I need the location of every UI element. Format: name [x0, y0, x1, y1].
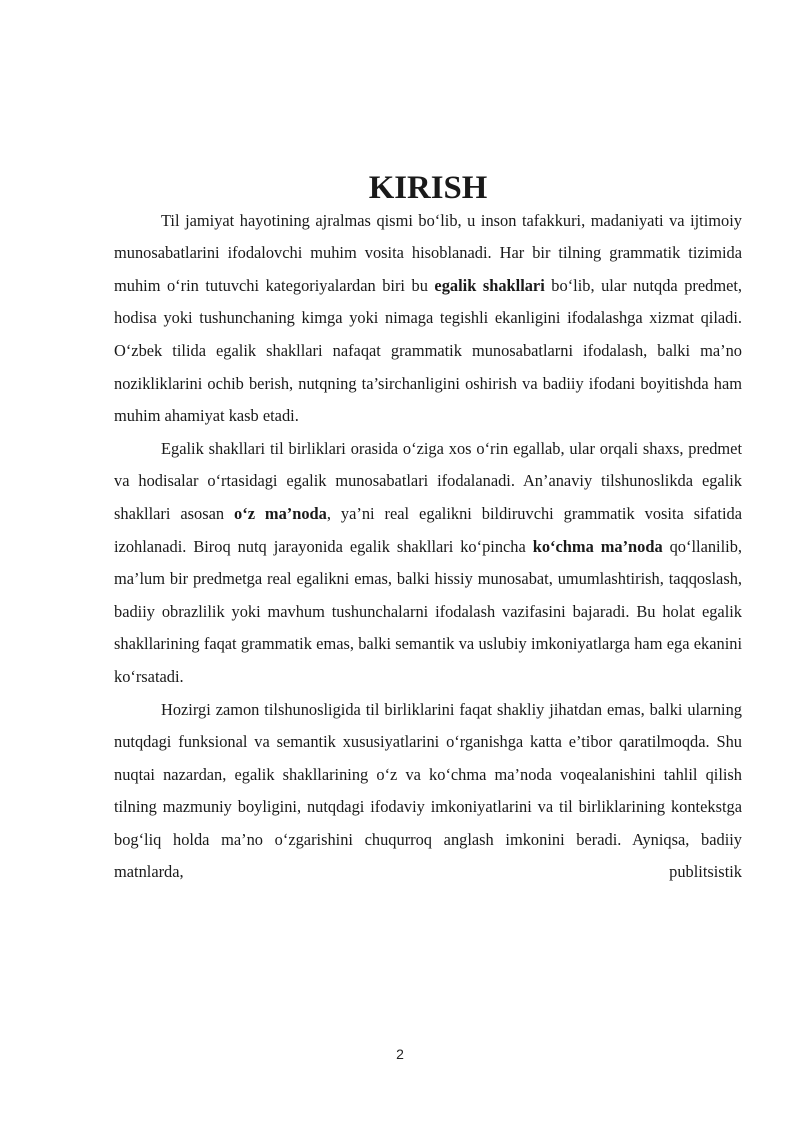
- paragraph-2-text-3: qo‘llanilib, ma’lum bir predmetga real egalikni emas, balki hissiy munosabat, umumlashtirish, taqqoslash, badiiy obrazlilik yoki mavhum tushunchalarni ifodalash vazifasini bajaradi. Bu holat egalik shakllarining faqat grammatik emas, balki semantik va uslubiy imkoniyatlarga ham ega ekanini ko‘rsatadi.: [114, 536, 742, 686]
- page-number: 2: [396, 1046, 404, 1062]
- paragraph-1-text-1: Til jamiyat hayotining ajralmas qismi bo‘lib, u inson tafakkuri, madaniyati va ijtimoiy munosabatlarini ifodalovchi muhim vosita hisoblanadi. Har bir tilning grammatik tizimida muhim o‘rin tutuvchi kategoriyalardan biri bu: [114, 210, 742, 295]
- paragraph-1: [114, 205, 742, 433]
- document-body: [114, 172, 742, 889]
- paragraph-1-bold-term: egalik shakllari: [434, 275, 545, 295]
- paragraph-2-text-1: Egalik shakllari til birliklari orasida o‘ziga xos o‘rin egallab, ular orqali shaxs, predmet va hodisalar o‘rtasidagi egalik munosabatlari ifodalanadi. An’anaviy tilshunoslikda egalik shakllari asosan: [114, 438, 742, 523]
- paragraph-3: [114, 694, 742, 890]
- paragraph-3-text-1: Hozirgi zamon tilshunosligida til birliklarini faqat shakliy jihatdan emas, balki ularning nutqdagi funksional va semantik xususiyatlarini o‘rganishga katta e’tibor qaratilmoqda. Shu nuqtai nazardan, egalik shakllarining o‘z va ko‘chma ma’noda voqealanishini tahlil qilish tilning mazmuniy boyligini, nutqdagi ifodaviy imkoniyatlarini va til birliklarining kontekstga bog‘liq holda ma’no o‘zgarishini chuqurroq anglash imkonini beradi. Ayniqsa, badiiy matnlarda, publitsistik: [114, 699, 742, 882]
- paragraph-2: [114, 433, 742, 694]
- section-title: KIRISH: [368, 170, 488, 206]
- paragraph-2-text-2: , ya’ni real egalikni bildiruvchi grammatik vosita sifatida izohlanadi. Biroq nutq jarayonida egalik shakllari ko‘pincha: [114, 503, 742, 556]
- paragraph-2-bold-term-2: ko‘chma ma’noda: [532, 536, 663, 556]
- paragraph-1-text-2: bo‘lib, ular nutqda predmet, hodisa yoki tushunchaning kimga yoki nimaga tegishli ekanligini ifodalashga xizmat qiladi. O‘zbek tilida egalik shakllari nafaqat grammatik munosabatlarni ifodalash, balki ma’no nozikliklarini ochib berish, nutqning ta’sirchanligini oshirish va badiiy ifodani boyitishda ham muhim ahamiyat kasb etadi.: [114, 275, 742, 426]
- paragraph-2-bold-term-1: o‘z ma’noda: [234, 503, 327, 523]
